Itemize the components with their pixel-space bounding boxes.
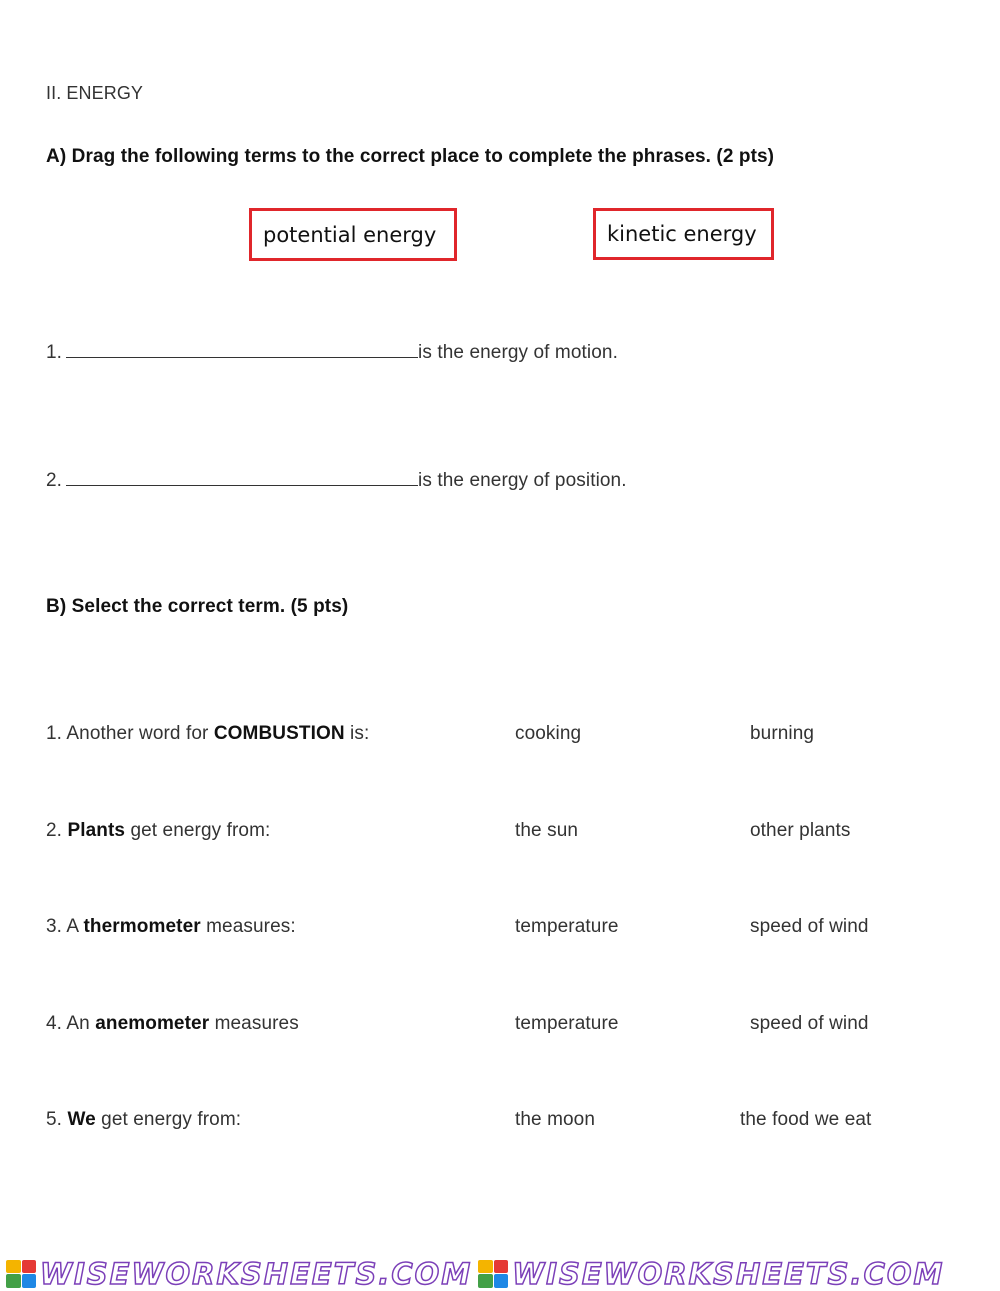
question-2 bbox=[46, 820, 270, 842]
q3-option-a[interactable]: temperature bbox=[515, 916, 619, 937]
question-prefix: 5. bbox=[46, 1109, 68, 1130]
logo-mark-icon bbox=[478, 1260, 508, 1288]
question-suffix: get energy from: bbox=[125, 820, 271, 841]
brand-text: WISEWORKSHEETS.COM bbox=[40, 1256, 473, 1291]
question-keyword: COMBUSTION bbox=[213, 723, 345, 744]
question-keyword: thermometer bbox=[83, 916, 201, 937]
question-suffix: get energy from: bbox=[95, 1109, 242, 1130]
q4-option-a[interactable]: temperature bbox=[515, 1013, 619, 1034]
brand-text: WISEWORKSHEETS.COM bbox=[512, 1256, 945, 1291]
q2-option-b[interactable]: other plants bbox=[750, 820, 851, 841]
question-keyword: We bbox=[67, 1109, 96, 1130]
question-keyword: Plants bbox=[67, 820, 126, 841]
term-potential-energy[interactable]: potential energy bbox=[249, 208, 457, 261]
q5-option-a[interactable]: the moon bbox=[515, 1109, 596, 1130]
question-4 bbox=[46, 1013, 299, 1035]
question-prefix: 1. Another word for bbox=[46, 723, 214, 744]
footer-watermark bbox=[0, 1256, 1000, 1291]
phrase-number: 1. bbox=[46, 342, 63, 363]
drop-blank-2[interactable] bbox=[66, 467, 418, 486]
term-kinetic-energy[interactable]: kinetic energy bbox=[593, 208, 774, 260]
q3-option-b[interactable]: speed of wind bbox=[750, 916, 869, 937]
q5-option-b[interactable]: the food we eat bbox=[740, 1109, 872, 1130]
question-1 bbox=[46, 723, 369, 745]
section-title: II. ENERGY bbox=[46, 83, 144, 103]
q1-option-a[interactable]: cooking bbox=[515, 723, 582, 744]
drop-blank-1[interactable] bbox=[66, 339, 418, 358]
brand-logo bbox=[6, 1258, 472, 1290]
q2-option-a[interactable]: the sun bbox=[515, 820, 579, 841]
question-suffix: measures: bbox=[200, 916, 296, 937]
phrase-1 bbox=[46, 339, 618, 364]
part-a-instruction: A) Drag the following terms to the correct place to complete the phrases. (2 pts) bbox=[46, 146, 775, 167]
phrase-2 bbox=[46, 467, 627, 492]
question-5 bbox=[46, 1109, 241, 1131]
question-keyword: anemometer bbox=[95, 1013, 210, 1034]
logo-mark-icon bbox=[6, 1260, 36, 1288]
question-prefix: 3. A bbox=[46, 916, 84, 937]
question-prefix: 4. An bbox=[46, 1013, 96, 1034]
phrase-number: 2. bbox=[46, 470, 63, 491]
phrase-text: is the energy of motion. bbox=[418, 342, 618, 363]
q4-option-b[interactable]: speed of wind bbox=[750, 1013, 869, 1034]
brand-logo bbox=[478, 1258, 944, 1290]
question-3 bbox=[46, 916, 296, 938]
question-suffix: measures bbox=[209, 1013, 299, 1034]
q1-option-b[interactable]: burning bbox=[750, 723, 815, 744]
question-suffix: is: bbox=[344, 723, 370, 744]
question-prefix: 2. bbox=[46, 820, 68, 841]
part-b-instruction: B) Select the correct term. (5 pts) bbox=[46, 596, 349, 617]
phrase-text: is the energy of position. bbox=[418, 470, 627, 491]
